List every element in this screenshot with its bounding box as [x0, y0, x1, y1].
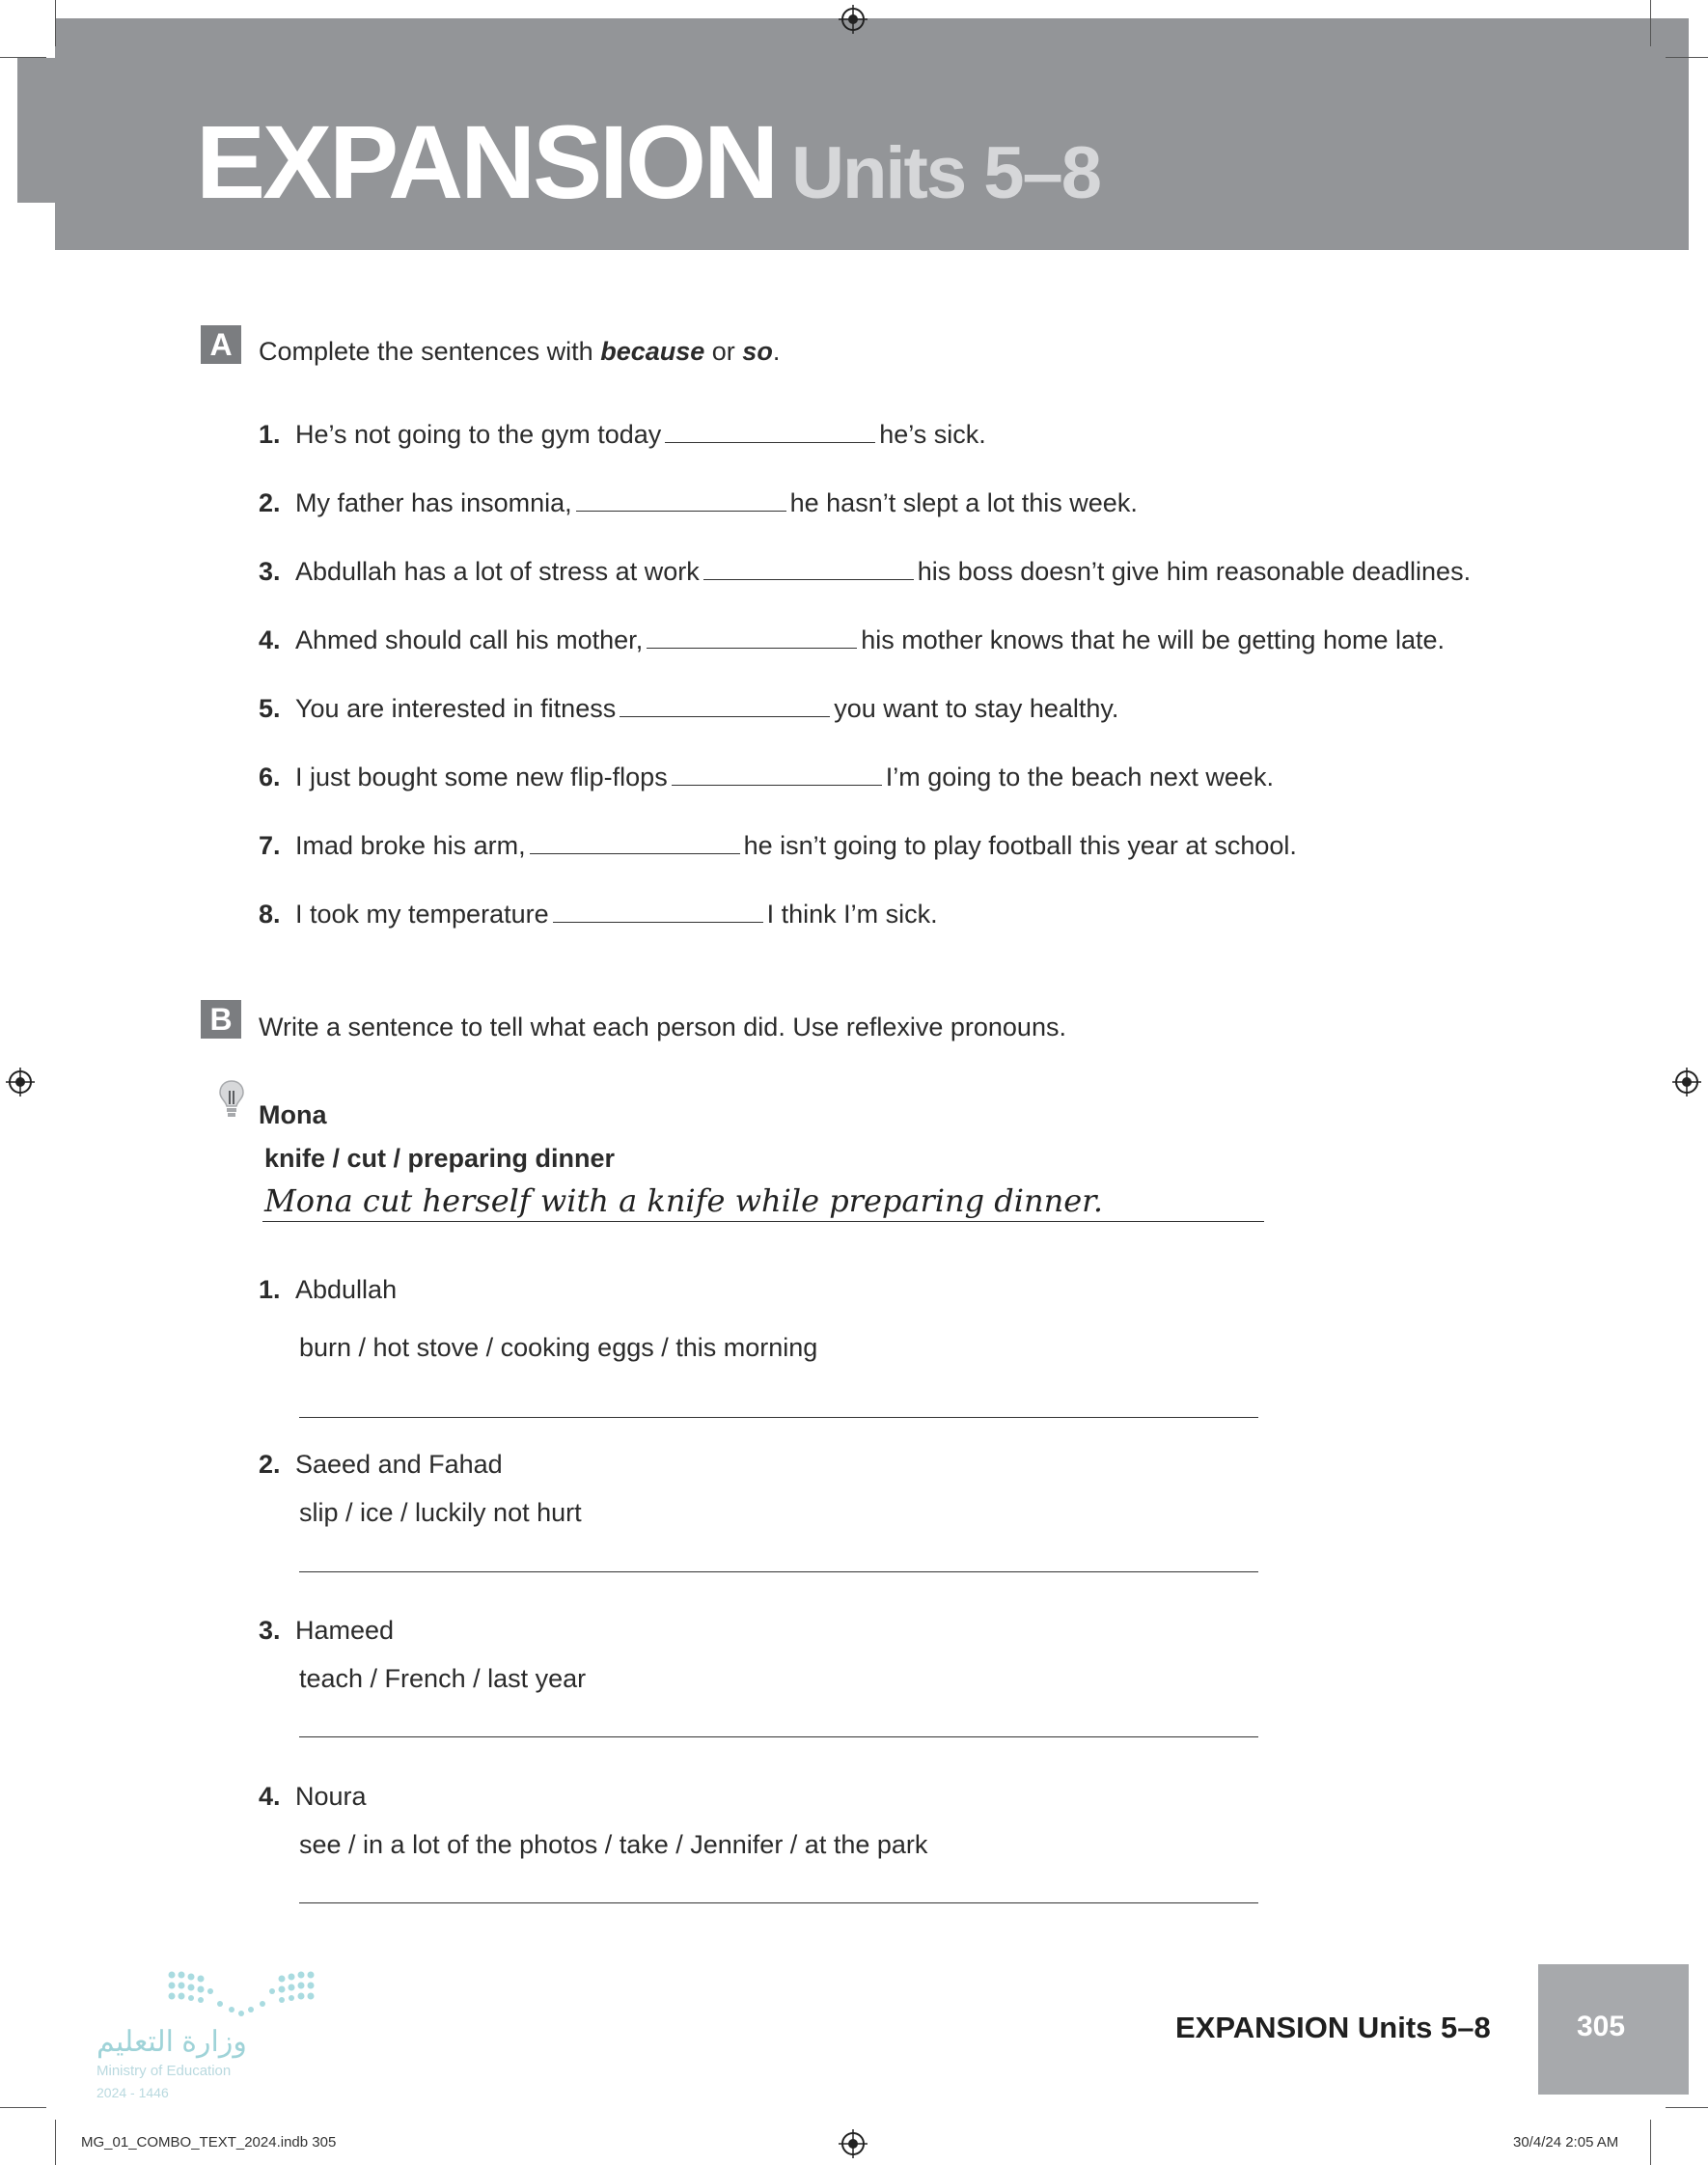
- exercise-a-item: [259, 488, 1138, 518]
- item-number: 7.: [259, 831, 281, 860]
- item-number: 3.: [259, 557, 281, 586]
- answer-blank[interactable]: [576, 489, 786, 512]
- ministry-name-english: Ministry of Education: [96, 2063, 232, 2079]
- example-answer: Mona cut herself with a knife while preparing dinner.: [264, 1182, 1104, 1219]
- footer-title: EXPANSION Units 5–8: [1175, 2011, 1491, 2044]
- crop-mark: [55, 2120, 56, 2165]
- answer-blank[interactable]: [703, 558, 914, 580]
- instruction-keyword: because: [600, 337, 705, 366]
- item-text: he hasn’t slept a lot this week.: [789, 488, 1138, 517]
- item-number: 6.: [259, 763, 281, 791]
- item-text: I’m going to the beach next week.: [885, 763, 1274, 791]
- title-main: EXPANSION: [196, 103, 777, 220]
- registration-mark-icon: [839, 2129, 868, 2158]
- exercise-a-item: [259, 625, 1445, 655]
- answer-blank[interactable]: [530, 832, 740, 854]
- item-text: his boss doesn’t give him reasonable deadlines.: [917, 557, 1472, 586]
- crop-mark: [1666, 57, 1708, 58]
- exercise-a-item: [259, 900, 938, 930]
- slug-date-info: 30/4/24 2:05 AM: [1513, 2134, 1619, 2151]
- section-a-letter: A: [201, 325, 241, 364]
- registration-mark-icon: [6, 1068, 35, 1096]
- answer-line[interactable]: [299, 1571, 1258, 1572]
- example-answer-line: [262, 1221, 1264, 1222]
- crop-mark: [1650, 0, 1651, 46]
- item-number: 4.: [259, 1782, 281, 1811]
- header-notch: [17, 58, 56, 203]
- exercise-b-name: [259, 1450, 503, 1480]
- exercise-b-cue: see / in a lot of the photos / take / Jennifer / at the park: [299, 1830, 928, 1859]
- registration-mark-icon: [1672, 1068, 1701, 1096]
- person-name: Abdullah: [295, 1275, 398, 1304]
- answer-line[interactable]: [299, 1417, 1258, 1418]
- section-b-instruction: Write a sentence to tell what each person did. Use reflexive pronouns.: [259, 1013, 1066, 1041]
- person-name: Hameed: [295, 1616, 395, 1645]
- item-text: he isn’t going to play football this year at school.: [743, 831, 1297, 860]
- item-text: He’s not going to the gym today: [295, 420, 662, 449]
- crop-mark: [55, 0, 56, 46]
- page-title: [196, 101, 1100, 222]
- item-text: I took my temperature: [295, 900, 549, 929]
- item-text: My father has insomnia,: [295, 488, 572, 517]
- exercise-b-cue: slip / ice / luckily not hurt: [299, 1498, 582, 1527]
- ministry-year: 2024 - 1446: [96, 2085, 169, 2100]
- item-number: 3.: [259, 1616, 281, 1645]
- item-number: 1.: [259, 1275, 281, 1304]
- person-name: Noura: [295, 1782, 367, 1811]
- slug-file-info: MG_01_COMBO_TEXT_2024.indb 305: [81, 2134, 337, 2151]
- item-text: his mother knows that he will be getting home late.: [861, 625, 1446, 654]
- item-number: 5.: [259, 694, 281, 723]
- page-number: 305: [1576, 2011, 1626, 2042]
- answer-blank[interactable]: [647, 626, 857, 649]
- item-text: You are interested in fitness: [295, 694, 617, 723]
- crop-mark: [1666, 2107, 1708, 2108]
- ministry-logo: [164, 1969, 318, 2022]
- exercise-b-name: [259, 1275, 397, 1305]
- item-number: 8.: [259, 900, 281, 929]
- item-text: Imad broke his arm,: [295, 831, 526, 860]
- example-name: Mona: [259, 1100, 327, 1129]
- item-number: 2.: [259, 1450, 281, 1479]
- item-number: 4.: [259, 625, 281, 654]
- section-b-letter: B: [201, 1000, 241, 1039]
- item-text: Ahmed should call his mother,: [295, 625, 644, 654]
- answer-blank[interactable]: [553, 901, 763, 923]
- instruction-text: Complete the sentences with: [259, 337, 601, 366]
- item-text: I think I’m sick.: [766, 900, 938, 929]
- exercise-b-name: [259, 1782, 367, 1812]
- instruction-keyword: so: [742, 337, 773, 366]
- crop-mark: [1650, 2120, 1651, 2165]
- item-text: I just bought some new flip-flops: [295, 763, 668, 791]
- item-text: you want to stay healthy.: [834, 694, 1119, 723]
- exercise-b-name: [259, 1616, 394, 1646]
- exercise-b-cue: teach / French / last year: [299, 1664, 587, 1693]
- item-number: 1.: [259, 420, 281, 449]
- example-cue: knife / cut / preparing dinner: [264, 1144, 616, 1173]
- person-name: Saeed and Fahad: [295, 1450, 503, 1479]
- answer-line[interactable]: [299, 1902, 1258, 1903]
- item-text: he’s sick.: [879, 420, 986, 449]
- crop-mark: [0, 2107, 46, 2108]
- registration-mark-icon: [839, 5, 868, 34]
- answer-blank[interactable]: [672, 763, 882, 786]
- answer-blank[interactable]: [620, 695, 830, 717]
- answer-blank[interactable]: [665, 421, 875, 443]
- ministry-name-arabic: وزارة التعليم: [96, 2026, 247, 2058]
- instruction-text: or: [704, 337, 743, 366]
- instruction-text: .: [772, 337, 781, 366]
- title-sub: Units 5–8: [791, 132, 1101, 214]
- exercise-a-item: [259, 694, 1118, 724]
- item-text: Abdullah has a lot of stress at work: [295, 557, 700, 586]
- crop-mark: [0, 57, 46, 58]
- exercise-a-item: [259, 420, 986, 450]
- exercise-a-item: [259, 763, 1274, 792]
- answer-line[interactable]: [299, 1736, 1258, 1737]
- exercise-b-cue: burn / hot stove / cooking eggs / this morning: [299, 1333, 818, 1362]
- section-a-instruction: [259, 337, 780, 367]
- exercise-a-item: [259, 831, 1297, 861]
- lightbulb-icon: [217, 1079, 246, 1122]
- item-number: 2.: [259, 488, 281, 517]
- exercise-a-item: [259, 557, 1471, 587]
